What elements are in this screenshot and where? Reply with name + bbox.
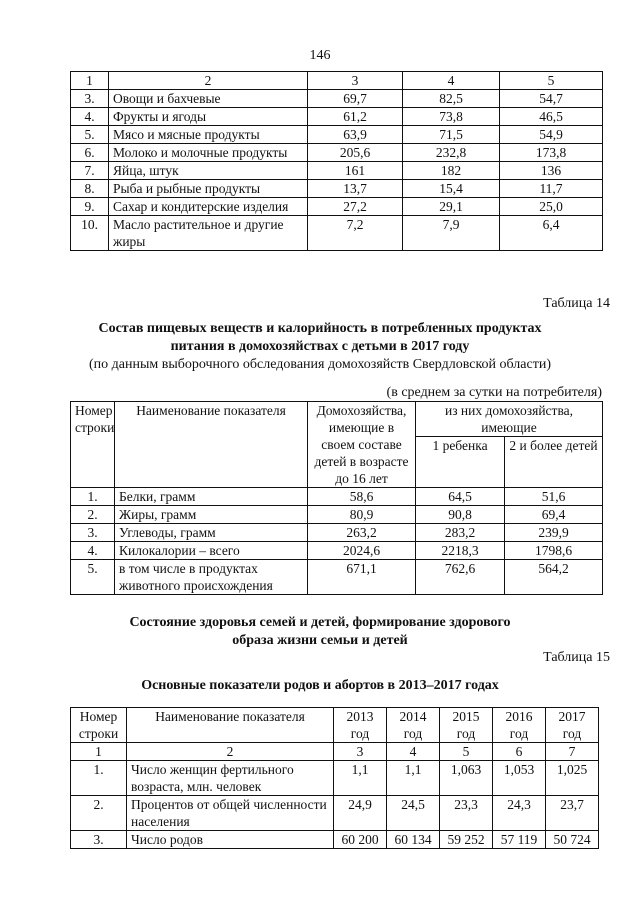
cell-value: 69,4 (505, 506, 603, 524)
cell-value: 23,3 (440, 796, 493, 831)
row-name: Процентов от общей численности населения (127, 796, 334, 831)
table-14-title-line2: питания в домохозяйствах с детьми в 2017 году (170, 339, 470, 354)
cell-value: 25,0 (500, 198, 603, 216)
cell-value: 60 134 (387, 831, 440, 849)
col-all-households-header: Домохозяйства, имеющие в своем составе детей в возрасте до 16 лет (308, 402, 416, 488)
table-row (71, 90, 603, 108)
cell-value: 29,1 (403, 198, 500, 216)
row-name: Яйца, штук (109, 162, 308, 180)
cell-value: 15,4 (403, 180, 500, 198)
row-name: в том числе в продуктах животного происхождения (115, 560, 308, 595)
table-row (71, 542, 603, 560)
col-group-header: из них домохозяйства, имеющие (416, 402, 603, 437)
cell-value: 59 252 (440, 831, 493, 849)
row-name: Килокалории – всего (115, 542, 308, 560)
cell-value: 7,2 (308, 216, 403, 251)
row-name: Овощи и бахчевые (109, 90, 308, 108)
cell-value: 24,9 (334, 796, 387, 831)
cell-value: 73,8 (403, 108, 500, 126)
cell-value: 71,5 (403, 126, 500, 144)
cell-value: 51,6 (505, 488, 603, 506)
table-row (71, 126, 603, 144)
cell-value: 27,2 (308, 198, 403, 216)
col-year-header: 2013 год (334, 708, 387, 743)
cell-value: 13,7 (308, 180, 403, 198)
cell-value: 232,8 (403, 144, 500, 162)
table-row (71, 108, 603, 126)
col-name-header: Наименование показателя (115, 402, 308, 488)
row-name: Молоко и молочные продукты (109, 144, 308, 162)
cell-value: 283,2 (416, 524, 505, 542)
row-name: Жиры, грамм (115, 506, 308, 524)
row-number: 6. (71, 144, 109, 162)
cell-value: 50 724 (546, 831, 599, 849)
section-title-line2: образа жизни семьи и детей (232, 633, 408, 648)
cell-value: 60 200 (334, 831, 387, 849)
table-row (71, 524, 603, 542)
col-two-children-header: 2 и более детей (505, 437, 603, 488)
row-name: Рыба и рыбные продукты (109, 180, 308, 198)
table-15-label: Таблица 15 (543, 650, 610, 665)
row-number: 10. (71, 216, 109, 251)
col-index: 5 (440, 743, 493, 761)
cell-value: 57 119 (493, 831, 546, 849)
col-index: 4 (403, 72, 500, 90)
cell-value: 1,053 (493, 761, 546, 796)
col-index: 5 (500, 72, 603, 90)
table-row (71, 198, 603, 216)
cell-value: 80,9 (308, 506, 416, 524)
table-row (71, 162, 603, 180)
row-number: 3. (71, 524, 115, 542)
cell-value: 671,1 (308, 560, 416, 595)
row-name: Число женщин фертильного возраста, млн. человек (127, 761, 334, 796)
row-name: Мясо и мясные продукты (109, 126, 308, 144)
table-header-row (71, 72, 603, 90)
cell-value: 182 (403, 162, 500, 180)
cell-value: 58,6 (308, 488, 416, 506)
cell-value: 23,7 (546, 796, 599, 831)
cell-value: 1,1 (334, 761, 387, 796)
cell-value: 54,9 (500, 126, 603, 144)
col-index: 7 (546, 743, 599, 761)
cell-value: 1,063 (440, 761, 493, 796)
cell-value: 11,7 (500, 180, 603, 198)
table-row (71, 180, 603, 198)
row-number: 8. (71, 180, 109, 198)
cell-value: 1798,6 (505, 542, 603, 560)
row-name: Фрукты и ягоды (109, 108, 308, 126)
table-header-row (71, 708, 599, 743)
row-number: 9. (71, 198, 109, 216)
cell-value: 161 (308, 162, 403, 180)
cell-value: 2024,6 (308, 542, 416, 560)
col-index: 2 (109, 72, 308, 90)
row-number: 1. (71, 761, 127, 796)
row-name: Углеводы, грамм (115, 524, 308, 542)
col-row-number-header: Номер строки (71, 708, 127, 743)
col-index: 4 (387, 743, 440, 761)
nutrients-table (70, 401, 603, 595)
col-index: 1 (71, 743, 127, 761)
table-row (71, 216, 603, 251)
row-number: 1. (71, 488, 115, 506)
cell-value: 63,9 (308, 126, 403, 144)
table-row (71, 761, 599, 796)
cell-value: 263,2 (308, 524, 416, 542)
cell-value: 136 (500, 162, 603, 180)
cell-value: 90,8 (416, 506, 505, 524)
table-row (71, 144, 603, 162)
col-year-header: 2017 год (546, 708, 599, 743)
table-14-label: Таблица 14 (543, 296, 610, 311)
cell-value: 205,6 (308, 144, 403, 162)
col-index: 3 (308, 72, 403, 90)
cell-value: 64,5 (416, 488, 505, 506)
cell-value: 54,7 (500, 90, 603, 108)
cell-value: 24,5 (387, 796, 440, 831)
row-name: Сахар и кондитерские изделия (109, 198, 308, 216)
table-row (71, 560, 603, 595)
col-year-header: 2015 год (440, 708, 493, 743)
row-number: 3. (71, 90, 109, 108)
cell-value: 82,5 (403, 90, 500, 108)
cell-value: 1,025 (546, 761, 599, 796)
cell-value: 46,5 (500, 108, 603, 126)
page-number: 146 (309, 48, 331, 63)
table-14-title-line1: Состав пищевых веществ и калорийность в потребленных продуктах (98, 321, 542, 336)
cell-value: 61,2 (308, 108, 403, 126)
cell-value: 2218,3 (416, 542, 505, 560)
table-14-unit-note: (в среднем за сутки на потребителя) (386, 385, 602, 400)
col-index: 2 (127, 743, 334, 761)
table-row (71, 831, 599, 849)
col-one-child-header: 1 ребенка (416, 437, 505, 488)
row-number: 4. (71, 108, 109, 126)
col-year-header: 2016 год (493, 708, 546, 743)
row-number: 7. (71, 162, 109, 180)
cell-value: 173,8 (500, 144, 603, 162)
cell-value: 6,4 (500, 216, 603, 251)
cell-value: 24,3 (493, 796, 546, 831)
col-row-number-header: Номер строки (71, 402, 115, 488)
cell-value: 762,6 (416, 560, 505, 595)
col-index: 3 (334, 743, 387, 761)
section-title-line1: Состояние здоровья семей и детей, формирование здорового (129, 615, 511, 630)
table-15-title: Основные показатели родов и абортов в 2013–2017 годах (141, 678, 499, 693)
row-number: 2. (71, 796, 127, 831)
col-name-header: Наименование показателя (127, 708, 334, 743)
table-row (71, 506, 603, 524)
col-index: 1 (71, 72, 109, 90)
cell-value: 69,7 (308, 90, 403, 108)
table-row (71, 488, 603, 506)
row-number: 4. (71, 542, 115, 560)
col-year-header: 2014 год (387, 708, 440, 743)
row-number: 3. (71, 831, 127, 849)
row-name: Белки, грамм (115, 488, 308, 506)
row-number: 5. (71, 560, 115, 595)
food-consumption-table (70, 71, 603, 251)
row-number: 2. (71, 506, 115, 524)
cell-value: 239,9 (505, 524, 603, 542)
table-14-subtitle: (по данным выборочного обследования домохозяйств Свердловской области) (88, 357, 551, 372)
table-index-row (71, 743, 599, 761)
row-name: Масло растительное и другие жиры (109, 216, 308, 251)
table-header-row (71, 402, 603, 437)
cell-value: 7,9 (403, 216, 500, 251)
row-number: 5. (71, 126, 109, 144)
row-name: Число родов (127, 831, 334, 849)
cell-value: 1,1 (387, 761, 440, 796)
cell-value: 564,2 (505, 560, 603, 595)
births-abortions-table (70, 707, 599, 849)
table-row (71, 796, 599, 831)
col-index: 6 (493, 743, 546, 761)
